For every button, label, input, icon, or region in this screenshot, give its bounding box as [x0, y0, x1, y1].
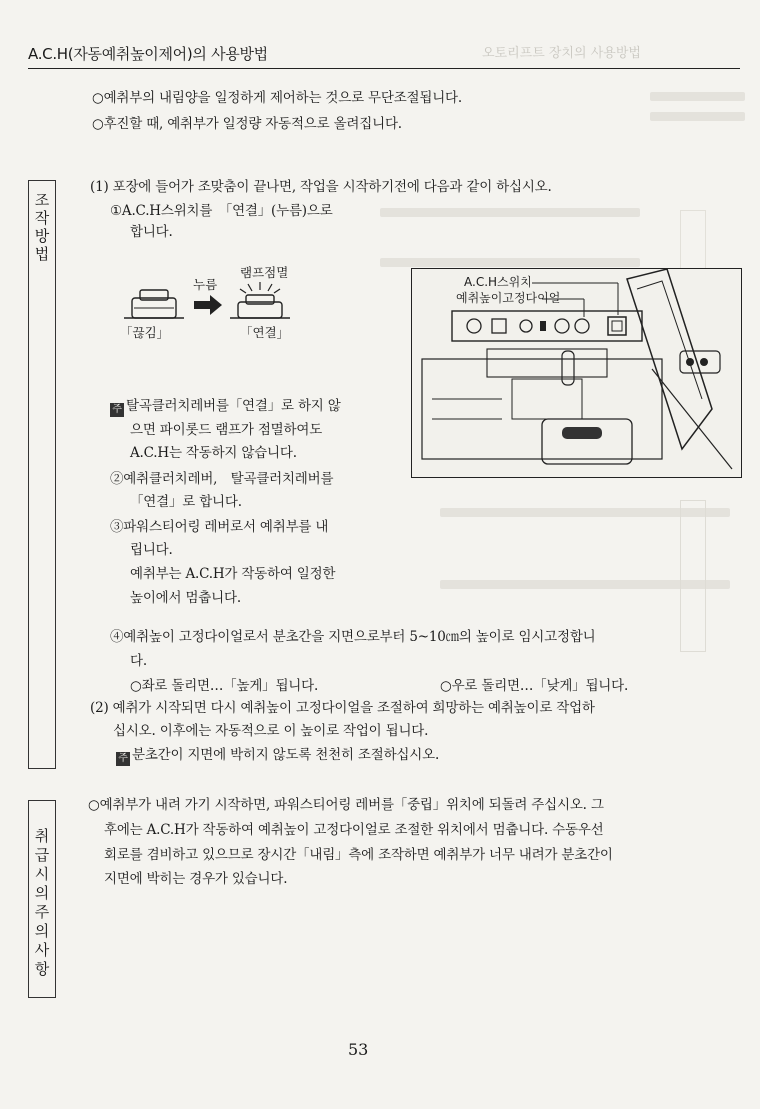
bleed-through	[380, 208, 640, 217]
caution-line: ○예취부가 내려 가기 시작하면, 파워스티어링 레버를「중립」위치에 되돌려 주십시오. 그	[88, 797, 604, 813]
caution-line: 후에는 A.C.H가 작동하여 예취높이 고정다이얼로 조절한 위치에서 멈춥니다. 수동우선	[104, 822, 604, 838]
caution-section-box	[28, 800, 56, 998]
item3-line: ③파워스티어링 레버로서 예취부를 내	[110, 519, 329, 535]
note-badge: 주	[116, 752, 130, 766]
item2-line: ②예취클러치레버, 탈곡클러치레버를	[110, 471, 334, 487]
lamp-blink-label: 램프점멸	[240, 265, 289, 280]
note1-line: 주 탈곡클러치레버를「연결」로 하지 않	[110, 396, 341, 417]
ach-switch-callout: A.C.H스위치	[464, 275, 532, 289]
caution-section-label: 취급시의 주의사항	[34, 827, 50, 978]
control-panel-photo	[411, 268, 742, 478]
item2-line: 「연결」로 합니다.	[130, 494, 242, 510]
note1-line: 으면 파이롯드 램프가 점멸하여도	[130, 422, 323, 438]
switch-on-icon	[230, 282, 290, 318]
on-label: 「연결」	[240, 325, 290, 340]
caution-line: 회로를 겸비하고 있으므로 장시간「내림」측에 조작하면 예취부가 너무 내려가 분초간이	[104, 847, 613, 863]
item3-line: 예취부는 A.C.H가 작동하여 일정한	[130, 566, 336, 582]
operation-section-box	[28, 180, 56, 769]
intro-line: ○예취부의 내림양을 일정하게 제어하는 것으로 무단조절됩니다.	[92, 90, 462, 106]
step2-line: 십시오. 이후에는 자동적으로 이 높이로 작업이 됩니다.	[113, 723, 429, 739]
item4-line: 다.	[130, 653, 147, 669]
item1-line: ①A.C.H스위치를 「연결」(누름)으로	[110, 203, 333, 219]
caution-line: 지면에 박히는 경우가 있습니다.	[104, 871, 288, 887]
bleed-through	[650, 92, 745, 101]
item4-line: ④예취높이 고정다이얼로서 분초간을 지면으로부터 5~10㎝의 높이로 임시고정합니	[110, 629, 596, 645]
step2-line: (2) 예취가 시작되면 다시 예취높이 고정다이얼을 조절하여 희망하는 예취높이로 작업하	[90, 700, 595, 716]
arrow-right-icon	[194, 295, 222, 315]
bleed-through-title: 오토리프트 장치의 사용방법	[482, 46, 641, 61]
intro-line: ○후진할 때, 예취부가 일정량 자동적으로 올려집니다.	[92, 116, 402, 132]
height-dial-callout: 예취높이고정다이얼	[456, 291, 561, 305]
note2-line: 주 분초간이 지면에 박히지 않도록 천천히 조절하십시오.	[116, 745, 439, 766]
bleed-through-box	[680, 500, 706, 652]
item1-line: 합니다.	[130, 224, 173, 240]
bleed-through	[650, 112, 745, 121]
press-label: 누름	[193, 277, 218, 292]
item3-line: 립니다.	[130, 542, 173, 558]
note-badge: 주	[110, 403, 124, 417]
item3-line: 높이에서 멈춥니다.	[130, 590, 241, 606]
dial-right-note: ○우로 돌리면…「낮게」됩니다.	[440, 678, 629, 694]
switch-off-icon	[124, 290, 184, 318]
off-label: 「끊김」	[120, 325, 170, 340]
page-title: A.C.H(자동예취높이제어)의 사용방법	[28, 45, 268, 63]
step1-intro: (1) 포장에 들어가 조맞춤이 끝나면, 작업을 시작하기전에 다음과 같이 하십시오.	[90, 179, 552, 195]
operation-section-label: 조작방법	[34, 191, 50, 263]
header-rule	[28, 68, 740, 69]
page-number: 53	[348, 1040, 369, 1059]
bleed-through	[380, 258, 640, 267]
dial-left-note: ○좌로 돌리면…「높게」됩니다.	[130, 678, 319, 694]
note1-line: A.C.H는 작동하지 않습니다.	[130, 445, 297, 461]
